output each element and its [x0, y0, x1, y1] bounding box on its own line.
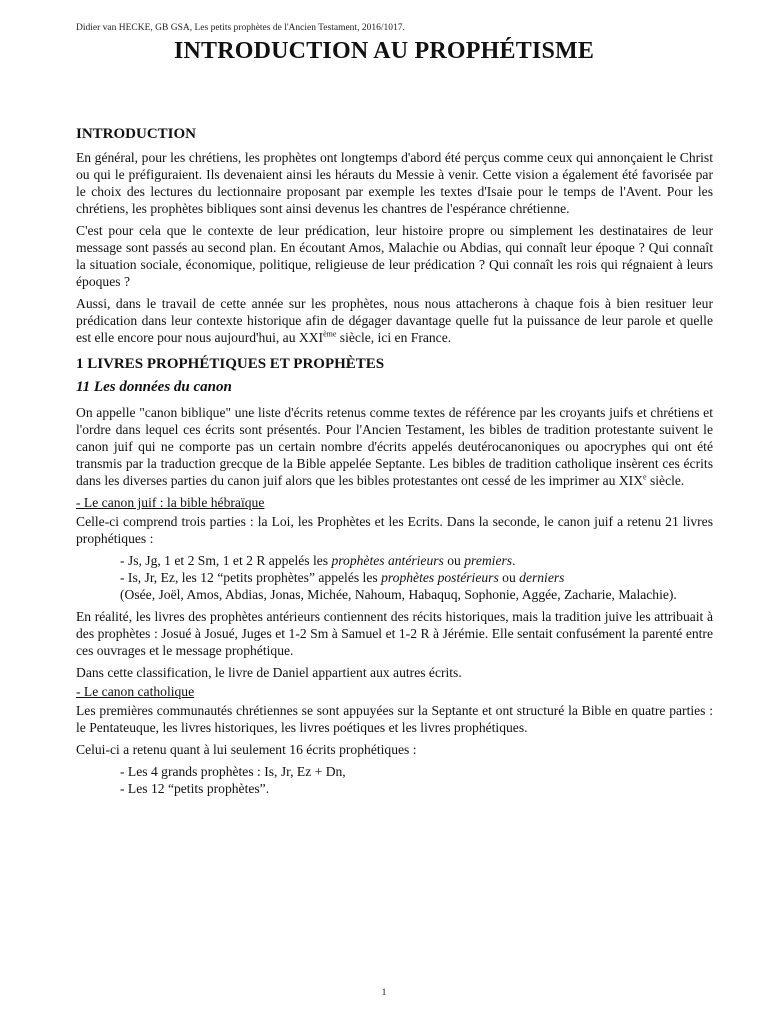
intro-p3-tail: siècle, ici en France.	[336, 330, 452, 345]
intro-paragraph-1: En général, pour les chrétiens, les prophètes ont longtemps d'abord été perçus comme ceux qui annonçaient le Christ ou qui le préfiguraient. Ils devenaient ainsi les hérauts du Messie à venir. Cette vision a également été favorisée par le choix des lectures du lectionnaire proposant par exemple les textes d'Isaie pour le temps de l'Avent. Pour les chrétiens, les prophètes bibliques sont ainsi devenus les chantres de l'espérance chrétienne.	[76, 150, 713, 216]
jewish-canon-label: - Le canon juif : la bible hébraïque	[76, 495, 265, 510]
list-item-4: - Les 12 “petits prophètes”.	[120, 781, 270, 796]
section-11-heading: 11 Les données du canon	[76, 379, 232, 395]
list-item-1-end: .	[512, 553, 516, 568]
intro-p3-superscript: ème	[323, 329, 337, 339]
list-item-2-em2: derniers	[519, 570, 565, 585]
intro-paragraph-2: C'est pour cela que le contexte de leur prédication, leur histoire propre ou simplement les destinataires de leur message sont passés au second plan. En écoutant Amos, Malachie ou Abdias, qui connaît leur époque ? Qui connaît la situation sociale, économique, politique, religieuse de leur prédication ? Qui connaît les rois qui régnaient à leurs époques ?	[76, 223, 713, 289]
canon-text: On appelle "canon biblique" une liste d'écrits retenus comme textes de référence par les croyants juifs et chrétiens et l'ordre dans lequel ces écrits sont présentés. Pour l'Ancien Testament, les bibles de tradition protestante suivent le canon juif qui ne comporte pas un certain nombre d'écrits appelés deutérocanoniques ou apocryphes qui ont été transmis par la traduction grecque de la Bible appelée Septante. Les bibles de tradition catholique insèrent ces écrits dans les diverses parties du canon juif alors que les bibles protestantes ont cessé de les imprimer au XIX	[76, 405, 713, 488]
document-body	[76, 126, 713, 797]
intro-p3-text: Aussi, dans le travail de cette année sur les prophètes, nous nous attacherons à chaque fois à bien resituer leur prédication dans leur contexte historique afin de dégager davantage quelle fut la puissance de leur parole et quelle est elle encore pour nous aujourd'hui, au XXI	[76, 296, 713, 345]
jewish-canon-paragraph: Celle-ci comprend trois parties : la Loi, les Prophètes et les Ecrits. Dans la seconde, le canon juif a retenu 21 livres prophétiques :	[76, 514, 713, 546]
intro-heading: INTRODUCTION	[76, 126, 197, 142]
catholic-canon-label: - Le canon catholique	[76, 684, 195, 699]
catholic-canon-paragraph-1: Les premières communautés chrétiennes se sont appuyées sur la Septante et ont structuré la Bible en quatre parties : le Pentateuque, les livres historiques, les livres poétiques et les livres prophétiques.	[76, 703, 713, 735]
list-item-3: - Les 4 grands prophètes : Is, Jr, Ez + Dn,	[120, 764, 346, 779]
list-item-2	[120, 569, 713, 586]
catholic-canon-paragraph-2: Celui-ci a retenu quant à lui seulement 16 écrits prophétiques :	[76, 742, 417, 757]
page-number: 1	[381, 988, 387, 998]
list-item-1-em1: prophètes antérieurs	[331, 553, 444, 568]
daniel-paragraph: Dans cette classification, le livre de Daniel appartient aux autres écrits.	[76, 665, 462, 680]
document-title: INTRODUCTION AU PROPHÉTISME	[173, 38, 595, 64]
running-header: Didier van HECKE, GB GSA, Les petits prophètes de l'Ancien Testament, 2016/1017.	[76, 23, 405, 33]
list-item-2-em1: prophètes postérieurs	[381, 570, 499, 585]
list-item-2-continued: (Osée, Joël, Amos, Abdias, Jonas, Michée, Nahoum, Habaquq, Sophonie, Aggée, Zacharie, Malachie).	[120, 587, 677, 602]
catholic-canon-list	[76, 763, 713, 797]
list-item-1	[120, 552, 713, 569]
list-item-2-or: ou	[498, 570, 520, 585]
intro-paragraph-3	[76, 295, 713, 346]
canon-paragraph	[76, 404, 713, 489]
reality-paragraph: En réalité, les livres des prophètes antérieurs contiennent des récits historiques, mais la tradition juive les attribuait à des prophètes : Josué à Josué, Juges et 1-2 Sm à Samuel et 1-2 R à Jérémie. Elle sentait confusément la parenté entre ces ouvrages et le message prophétique.	[76, 609, 713, 658]
canon-superscript: e	[643, 472, 647, 482]
list-item-1-em2: premiers	[464, 553, 513, 568]
list-item-2-text: - Is, Jr, Ez, les 12 “petits prophètes” appelés les	[120, 570, 382, 585]
list-item-1-text: - Js, Jg, 1 et 2 Sm, 1 et 2 R appelés les	[120, 553, 332, 568]
jewish-canon-list	[76, 552, 713, 603]
canon-tail: siècle.	[646, 473, 685, 488]
list-item-1-or: ou	[443, 553, 465, 568]
section-1-heading: 1 LIVRES PROPHÉTIQUES ET PROPHÈTES	[76, 356, 385, 372]
